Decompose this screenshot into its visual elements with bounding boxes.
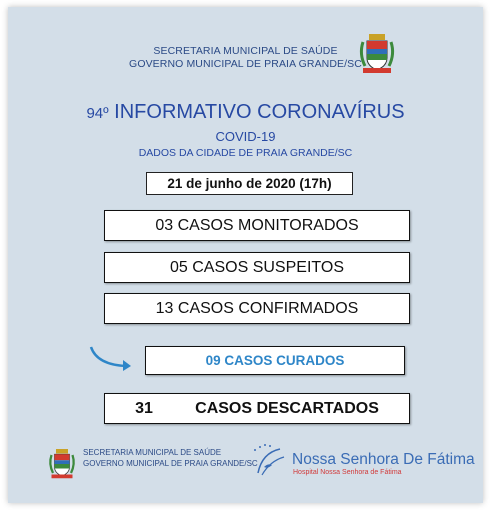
- stat-confirmed: 13 CASOS CONFIRMADOS: [104, 293, 410, 324]
- header-text: [8, 45, 483, 71]
- title-block: [8, 100, 483, 160]
- footer-line1: SECRETARIA MUNICIPAL DE SAÚDE: [83, 448, 222, 457]
- header-line2: GOVERNO MUNICIPAL DE PRAIA GRANDE/SC: [129, 58, 362, 70]
- header-line1: SECRETARIA MUNICIPAL DE SAÚDE: [153, 45, 338, 57]
- footer-line2: GOVERNO MUNICIPAL DE PRAIA GRANDE/SC: [83, 459, 258, 468]
- hospital-name: Nossa Senhora De Fátima: [292, 451, 475, 468]
- stat-discarded: [104, 393, 410, 424]
- bulletin-title: 94º INFORMATIVO CORONAVÍRUS: [86, 101, 405, 123]
- stat-suspected: 05 CASOS SUSPEITOS: [104, 252, 410, 283]
- discarded-number: 31: [135, 400, 153, 417]
- hospital-logo-icon: [252, 441, 290, 484]
- stat-cured: 09 CASOS CURADOS: [145, 346, 405, 375]
- footer-left-text: [83, 447, 258, 469]
- infographic-card: [8, 7, 483, 503]
- bulletin-subtitle: COVID-19: [215, 129, 276, 144]
- arrow-icon: [89, 345, 135, 378]
- discarded-label: CASOS DESCARTADOS: [195, 400, 379, 417]
- stat-monitored: 03 CASOS MONITORADOS: [104, 210, 410, 241]
- bulletin-source: DADOS DA CIDADE DE PRAIA GRANDE/SC: [138, 147, 353, 159]
- coat-of-arms-icon: [357, 32, 397, 76]
- hospital-subtitle: Hospital Nossa Senhora de Fátima: [293, 469, 402, 476]
- footer-coat-of-arms-icon: [47, 447, 77, 481]
- date-box: 21 de junho de 2020 (17h): [146, 172, 353, 195]
